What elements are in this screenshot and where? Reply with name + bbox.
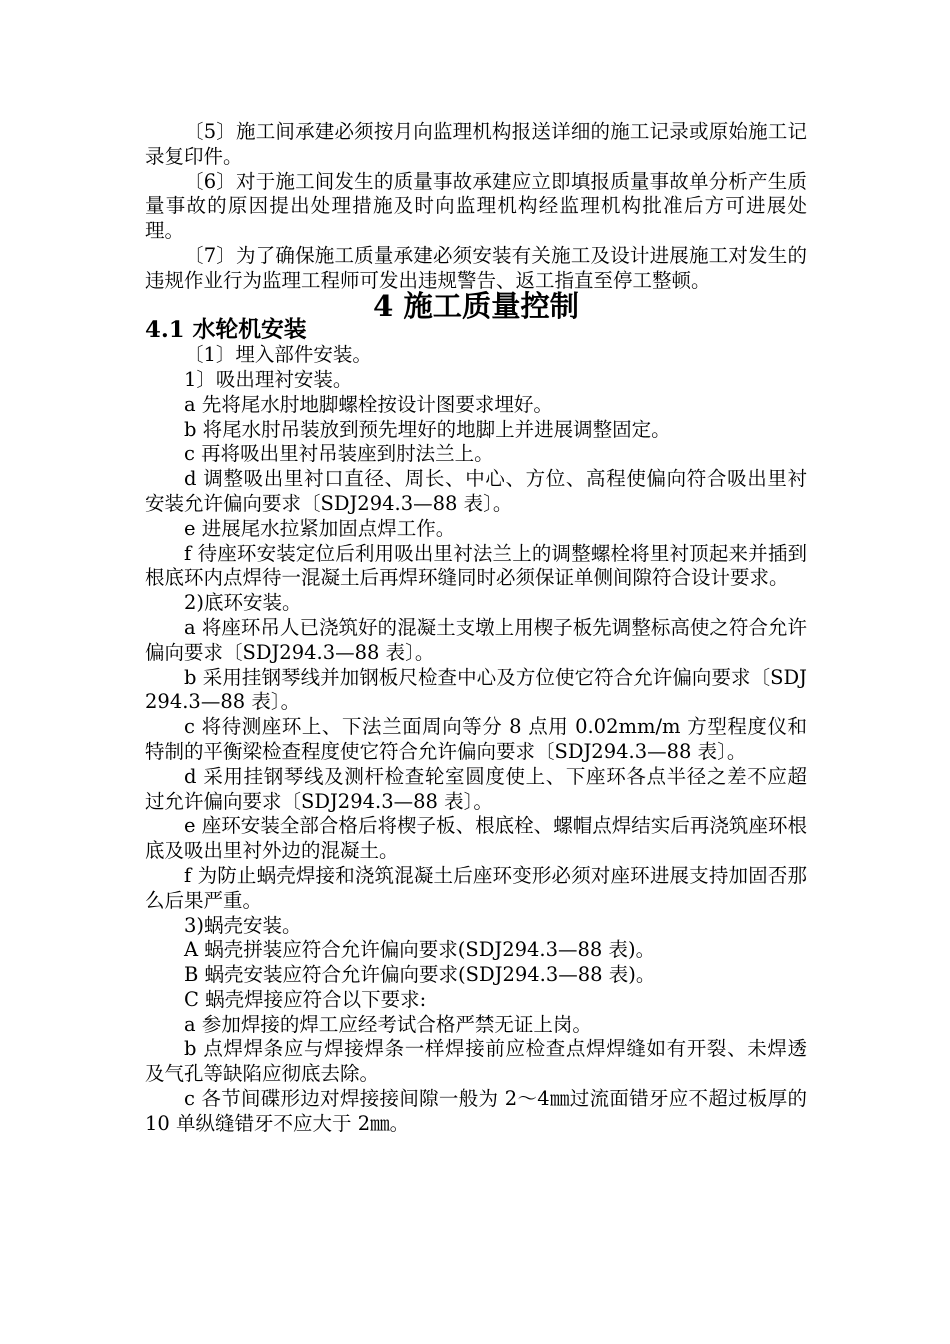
paragraph: f 为防止蜗壳焊接和浇筑混凝土后座环变形必须对座环进展支持加固否那么后果严重。 bbox=[145, 863, 807, 912]
paragraph: C 蜗壳焊接应符合以下要求: bbox=[184, 987, 427, 1011]
paragraph: 〔1〕埋入部件安装。 bbox=[184, 343, 372, 367]
paragraph: e 座环安装全部合格后将楔子板、根底栓、螺帽点焊结实后再浇筑座环根底及吸出里衬外边的混凝土。 bbox=[145, 814, 807, 863]
paragraph: b 将尾水肘吊装放到预先埋好的地脚上并进展调整固定。 bbox=[184, 417, 671, 441]
paragraph: 1〕吸出理衬安装。 bbox=[184, 367, 353, 391]
paragraph: d 调整吸出里衬口直径、周长、中心、方位、高程使偏向符合吸出里衬安装允许偏向要求〔SDJ294.3—88 表〕。 bbox=[145, 467, 807, 515]
paragraph: a 参加焊接的焊工应经考试合格严禁无证上岗。 bbox=[184, 1012, 592, 1036]
paragraph: B 蜗壳安装应符合允许偏向要求(SDJ294.3—88 表)。 bbox=[184, 963, 656, 987]
document-page bbox=[145, 120, 807, 1137]
paragraph: A 蜗壳拼装应符合允许偏向要求(SDJ294.3—88 表)。 bbox=[184, 938, 656, 962]
paragraph: b 点焊焊条应与焊接焊条一样焊接前应检查点焊焊缝如有开裂、未焊透及气孔等缺陷应彻底去除。 bbox=[145, 1037, 807, 1086]
subsection-heading: 4.1 水轮机安装 bbox=[145, 317, 307, 344]
paragraph: 2)底环安装。 bbox=[184, 591, 302, 615]
section-heading: 4 施工质量控制 bbox=[372, 288, 580, 323]
paragraph: a 将座环吊人已浇筑好的混凝土支墩上用楔子板先调整标高使之符合允许偏向要求〔SDJ294.3—88 表〕。 bbox=[145, 615, 807, 664]
paragraph-5: 〔5〕施工间承建必须按月向监理机构报送详细的施工记录或原始施工记录复印件。 bbox=[145, 120, 807, 168]
paragraph: c 各节间碟形边对焊接接间隙一般为 2～4㎜过流面错牙应不超过板厚的 10 单纵缝错牙不应大于 2㎜。 bbox=[145, 1087, 807, 1135]
paragraph-6: 〔6〕对于施工间发生的质量事故承建应立即填报质量事故单分析产生质量事故的原因提出处理措施及时向监理机构经监理机构批准后方可进展处理。 bbox=[145, 169, 807, 243]
paragraph: e 进展尾水拉紧加固点焊工作。 bbox=[184, 516, 456, 540]
paragraph: c 将待测座环上、下法兰面周向等分 8 点用 0.02mm/m 方型程度仪和特制的平衡梁检查程度使它符合允许偏向要求〔SDJ294.3—88 表〕。 bbox=[145, 715, 807, 763]
paragraph: a 先将尾水肘地脚螺栓按设计图要求埋好。 bbox=[184, 392, 553, 416]
paragraph: f 待座环安装定位后利用吸出里衬法兰上的调整螺栓将里衬顶起来并插到根底环内点焊待一混凝土后再焊环缝同时必须保证单侧间隙符合设计要求。 bbox=[145, 541, 807, 590]
paragraph: b 采用挂钢琴线并加钢板尺检查中心及方位使它符合允许偏向要求〔SDJ294.3—88 表〕。 bbox=[145, 665, 807, 714]
paragraph: c 再将吸出里衬吊装座到肘法兰上。 bbox=[184, 442, 494, 466]
paragraph: 3)蜗壳安装。 bbox=[184, 913, 302, 937]
paragraph: d 采用挂钢琴线及测杆检查轮室圆度使上、下座环各点半径之差不应超过允许偏向要求〔SDJ294.3—88 表〕。 bbox=[145, 764, 807, 813]
paragraph-7: 〔7〕为了确保施工质量承建必须安装有关施工及设计进展施工对发生的违规作业行为监理工程师可发出违规警告、返工指直至停工整顿。 bbox=[145, 243, 807, 292]
